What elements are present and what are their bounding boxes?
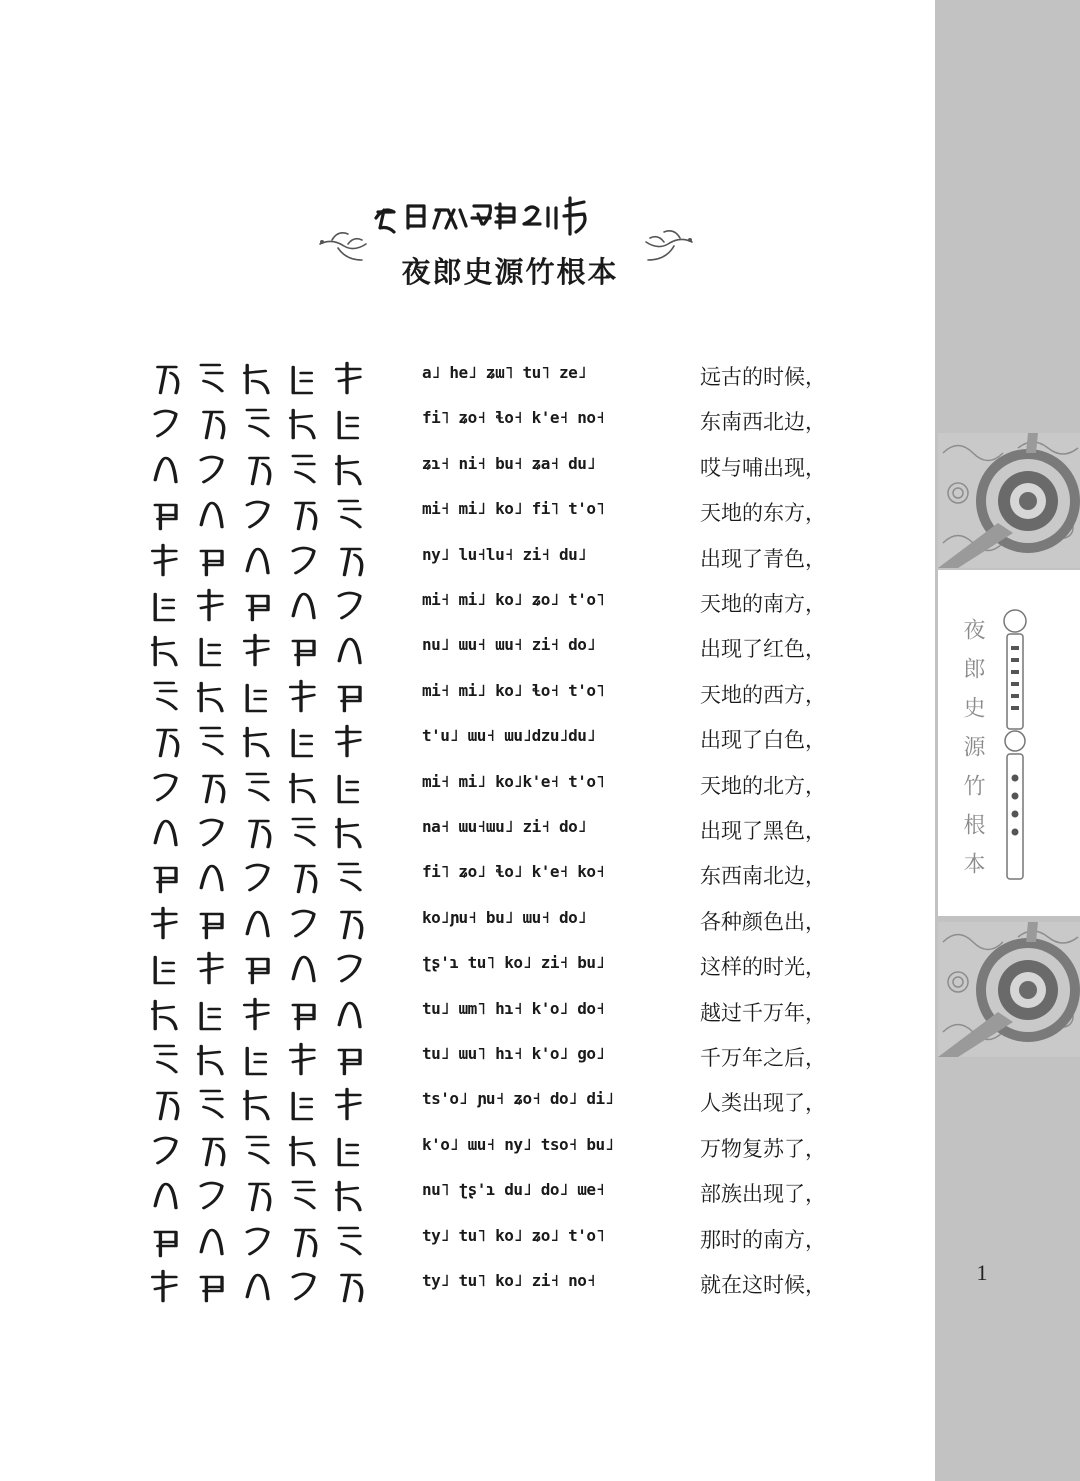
yi-glyph: [247, 502, 268, 527]
spine-panel: [938, 570, 1080, 916]
phonetic-transcription: fi˥ ʑo˧ ɬo˧ k'e˧ no˧: [422, 408, 605, 428]
yi-glyph: [293, 1005, 314, 1029]
yi-script-line: [150, 675, 385, 715]
verse-row: [0, 582, 935, 627]
chinese-translation: 出现了青色，: [700, 546, 826, 571]
bamboo-scroll-icon: [1000, 606, 1030, 886]
yi-glyph: [204, 1139, 224, 1165]
yi-script-line: [150, 1265, 385, 1305]
verse-row: [0, 809, 935, 854]
yi-script-line: [150, 1174, 385, 1214]
phonetic-transcription: nu˥ ʈʂ'ɿ du˩ do˩ ɯe˧: [422, 1180, 605, 1200]
chinese-translation: 这样的时光，: [700, 955, 826, 980]
page-number: 1: [976, 1260, 988, 1285]
yi-glyph: [337, 1182, 360, 1210]
phonetic-transcription: tu˩ ɯm˥ hɿ˧ k'o˩ do˧: [422, 998, 605, 1018]
spine-title: 夜郎史源竹根本: [960, 618, 985, 891]
yi-glyph: [155, 775, 176, 800]
phonetic-transcription: ts'o˩ ɲu˧ ʑo˧ do˩ di˩: [422, 1089, 614, 1109]
yi-script-line: [150, 629, 385, 669]
yi-glyph: [293, 911, 314, 936]
yi-glyph: [155, 1232, 176, 1256]
phonetic-transcription: ny˩ lu˧lu˧ zi˧ du˩: [422, 544, 587, 564]
yi-glyph: [296, 866, 316, 892]
chinese-translation: 天地的西方，: [700, 682, 826, 707]
yi-glyph: [155, 868, 176, 892]
yi-glyph: [199, 683, 222, 711]
phonetic-transcription: ko˩ɲu˧ bu˩ ɯu˧ do˩: [422, 907, 587, 927]
yi-glyph: [199, 1046, 222, 1074]
chinese-translation: 部族出现了，: [700, 1182, 826, 1207]
yi-glyph: [293, 1093, 311, 1119]
yi-glyph: [155, 821, 176, 845]
verse-row: [0, 991, 935, 1036]
yi-glyph: [296, 1230, 316, 1256]
chinese-translation: 天地的南方，: [700, 592, 826, 616]
chinese-translation: 人类出现了，: [700, 1091, 826, 1116]
yi-glyph: [293, 641, 314, 665]
yi-glyph: [293, 456, 314, 482]
yi-glyph: [201, 1230, 222, 1254]
verse-row: [0, 1263, 935, 1308]
phonetic-transcription: a˩ he˩ ʑɯ˥ tu˥ ze˩: [422, 363, 587, 382]
ornament-medallion-icon: [938, 433, 1080, 568]
yi-script-line: [150, 856, 385, 896]
yi-glyph: [250, 458, 270, 484]
chinese-translation: 东西南北边，: [700, 864, 826, 889]
phonetic-transcription: ʈʂ'ɿ tu˥ ko˩ zi˧ bu˩: [422, 953, 605, 973]
phonetic-transcription: na˧ ɯu˧ɯu˩ zi˧ do˩: [422, 817, 587, 836]
yi-script-line: [150, 811, 385, 851]
chinese-translation: 出现了白色，: [700, 728, 826, 753]
yi-script-line: [150, 448, 385, 488]
yi-glyph: [339, 776, 357, 802]
yi-script-line: [150, 1038, 385, 1078]
phonetic-transcription: tu˩ ɯu˥ hɿ˧ k'o˩ go˩: [422, 1044, 605, 1063]
phonetic-transcription: ty˩ tu˥ ko˩ zi˧ no˧: [422, 1271, 596, 1290]
yi-glyph: [339, 1228, 360, 1254]
yi-glyph: [199, 590, 222, 620]
yi-glyph: [155, 957, 173, 983]
phonetic-transcription: mi˧ mi˩ ko˩ ɬo˧ t'o˥: [422, 680, 605, 700]
verse-row: [0, 446, 935, 491]
yi-glyph: [201, 1091, 222, 1117]
yi-script-line: [150, 766, 385, 806]
yi-glyph: [201, 820, 222, 845]
yi-glyph: [155, 1184, 176, 1208]
yi-glyph: [247, 410, 268, 436]
yi-glyph: [158, 1093, 178, 1119]
decorative-pattern-bottom: [938, 922, 1080, 1057]
yi-glyph: [342, 1275, 362, 1301]
yi-glyph: [291, 1044, 314, 1074]
yi-glyph: [250, 821, 270, 847]
yi-glyph: [245, 635, 268, 665]
yi-glyph: [247, 959, 268, 983]
yi-glyph: [201, 503, 222, 527]
phonetic-transcription: k'o˩ ɯu˧ ny˩ tso˧ bu˩: [422, 1134, 614, 1154]
yi-glyph: [339, 1050, 360, 1074]
yi-glyph: [201, 914, 222, 938]
yi-glyph: [155, 1046, 176, 1072]
yi-glyph: [339, 639, 360, 663]
yi-script-line: [150, 584, 385, 624]
verse-row: [0, 627, 935, 672]
yi-glyph: [342, 912, 362, 938]
verse-row: [0, 1081, 935, 1126]
yi-glyph: [199, 953, 222, 983]
yi-glyph: [247, 549, 268, 573]
yi-glyph: [293, 548, 314, 573]
yi-glyph: [342, 549, 362, 575]
yi-script-line: [150, 1129, 385, 1169]
yi-glyph: [339, 593, 360, 618]
chinese-translation: 远古的时候，: [700, 365, 826, 389]
verse-row: [0, 900, 935, 945]
yi-script-line: [150, 993, 385, 1033]
yi-glyph: [245, 999, 268, 1029]
yi-glyph: [247, 1229, 268, 1254]
yi-glyph: [247, 774, 268, 800]
yi-glyph: [245, 365, 268, 393]
yi-glyph: [247, 912, 268, 936]
yi-glyph: [201, 365, 222, 391]
yi-glyph: [245, 728, 268, 756]
chinese-translation: 天地的东方，: [700, 501, 826, 526]
yi-script-line: [150, 357, 385, 397]
chinese-translation: 万物复苏了，: [700, 1136, 826, 1161]
yi-glyph: [155, 594, 173, 620]
phonetic-transcription: mi˧ mi˩ ko˩ ʑo˩ t'o˥: [422, 590, 605, 609]
yi-script-line: [150, 1220, 385, 1260]
chinese-translation: 出现了黑色，: [700, 819, 826, 843]
phonetic-transcription: fi˥ ʑo˩ ɬo˩ k'e˧ ko˧: [422, 862, 605, 882]
verse-row: [0, 1218, 935, 1263]
chinese-translation: 哎与哺出现，: [700, 455, 826, 480]
yi-glyph: [339, 1139, 357, 1165]
yi-glyph: [153, 545, 176, 575]
verse-row: [0, 355, 935, 400]
yi-glyph: [153, 908, 176, 938]
phonetic-transcription: ʑɿ˧ ni˧ bu˧ ʑa˧ du˩: [422, 453, 596, 473]
yi-glyph: [339, 864, 360, 890]
yi-glyph: [339, 687, 360, 711]
left-flourish-icon: [318, 222, 368, 267]
yi-glyph: [293, 367, 311, 393]
yi-glyph: [201, 639, 219, 665]
chinese-translation: 千万年之后，: [700, 1046, 826, 1070]
yi-glyph: [337, 456, 360, 484]
chinese-translation: 出现了红色，: [700, 637, 826, 662]
yi-glyph: [339, 412, 357, 438]
verse-row: [0, 764, 935, 809]
yi-glyph: [155, 458, 176, 482]
yi-script-line: [150, 902, 385, 942]
yi-glyph: [247, 685, 265, 711]
yi-glyph: [245, 1091, 268, 1119]
yi-glyph: [201, 551, 222, 575]
yi-glyph: [293, 730, 311, 756]
yi-glyph: [201, 1003, 219, 1029]
verse-row: [0, 1172, 935, 1217]
yi-glyph: [155, 411, 176, 436]
phonetic-transcription: mi˧ mi˩ ko˩ fi˥ t'o˥: [422, 499, 605, 519]
yi-glyph: [293, 1274, 314, 1299]
phonetic-transcription: ty˩ tu˥ ko˩ ʑo˩ t'o˥: [422, 1225, 605, 1245]
phonetic-transcription: mi˧ mi˩ ko˩k'e˧ t'o˥: [422, 771, 605, 791]
yi-glyph: [247, 1048, 265, 1074]
yi-glyph: [153, 637, 176, 665]
yi-script-line: [150, 1083, 385, 1123]
yi-glyph: [201, 1183, 222, 1208]
yi-script-line: [150, 493, 385, 533]
yi-glyph: [291, 681, 314, 711]
verse-row: [0, 400, 935, 445]
yi-glyph: [201, 866, 222, 890]
verse-row: [0, 537, 935, 582]
verse-row: [0, 1036, 935, 1081]
yi-glyph: [158, 367, 178, 393]
yi-script-title: [370, 188, 645, 246]
verse-row: [0, 854, 935, 899]
yi-glyph: [293, 819, 314, 845]
yi-glyph: [155, 683, 176, 709]
yi-glyph: [339, 1003, 360, 1027]
yi-glyph: [247, 1137, 268, 1163]
verse-row: [0, 718, 935, 763]
yi-glyph: [337, 726, 360, 756]
yi-glyph: [247, 865, 268, 890]
verse-row: [0, 491, 935, 536]
verse-row: [0, 1127, 935, 1172]
yi-glyph: [291, 774, 314, 802]
yi-glyph: [293, 594, 314, 618]
yi-glyph: [153, 1271, 176, 1301]
chinese-translation: 各种颜色出，: [700, 909, 826, 934]
chinese-translation: 那时的南方，: [700, 1227, 826, 1252]
yi-glyph: [337, 363, 360, 393]
yi-glyph: [158, 730, 178, 756]
yi-glyph: [293, 1182, 314, 1208]
phonetic-transcription: nu˩ ɯu˧ ɯu˧ zi˧ do˩: [422, 635, 596, 655]
yi-glyph: [247, 1275, 268, 1299]
yi-glyph: [201, 728, 222, 754]
yi-script-line: [150, 720, 385, 760]
decorative-pattern-top: [938, 433, 1080, 568]
yi-glyph: [296, 503, 316, 529]
yi-glyph: [337, 1089, 360, 1119]
yi-script-line: [150, 402, 385, 442]
yi-glyph: [339, 501, 360, 527]
yi-glyph: [155, 1138, 176, 1163]
chinese-translation: 就在这时候，: [700, 1273, 826, 1297]
yi-glyph: [291, 1137, 314, 1165]
yi-glyph: [291, 410, 314, 438]
yi-glyph: [204, 776, 224, 802]
yi-glyph: [155, 505, 176, 529]
verse-row: [0, 673, 935, 718]
chinese-translation: 天地的北方，: [700, 773, 826, 798]
yi-glyph: [201, 1277, 222, 1301]
verse-row: [0, 945, 935, 990]
yi-glyph: [153, 1001, 176, 1029]
chinese-translation: 越过千万年，: [700, 1000, 826, 1025]
ornament-medallion-icon: [938, 922, 1080, 1057]
yi-glyph: [293, 957, 314, 981]
phonetic-transcription: t'u˩ ɯu˧ ɯu˩dzu˩du˩: [422, 726, 596, 746]
chinese-translation: 东南西北边，: [700, 410, 826, 435]
yi-script-line: [150, 539, 385, 579]
yi-glyph: [339, 956, 360, 981]
right-flourish-icon: [642, 222, 694, 267]
yi-glyph: [337, 819, 360, 847]
yi-glyph: [201, 457, 222, 482]
yi-glyph: [247, 596, 268, 620]
yi-glyph: [250, 1184, 270, 1210]
page-title: 夜郎史源竹根本: [401, 255, 619, 289]
yi-glyph: [204, 412, 224, 438]
yi-script-line: [150, 947, 385, 987]
